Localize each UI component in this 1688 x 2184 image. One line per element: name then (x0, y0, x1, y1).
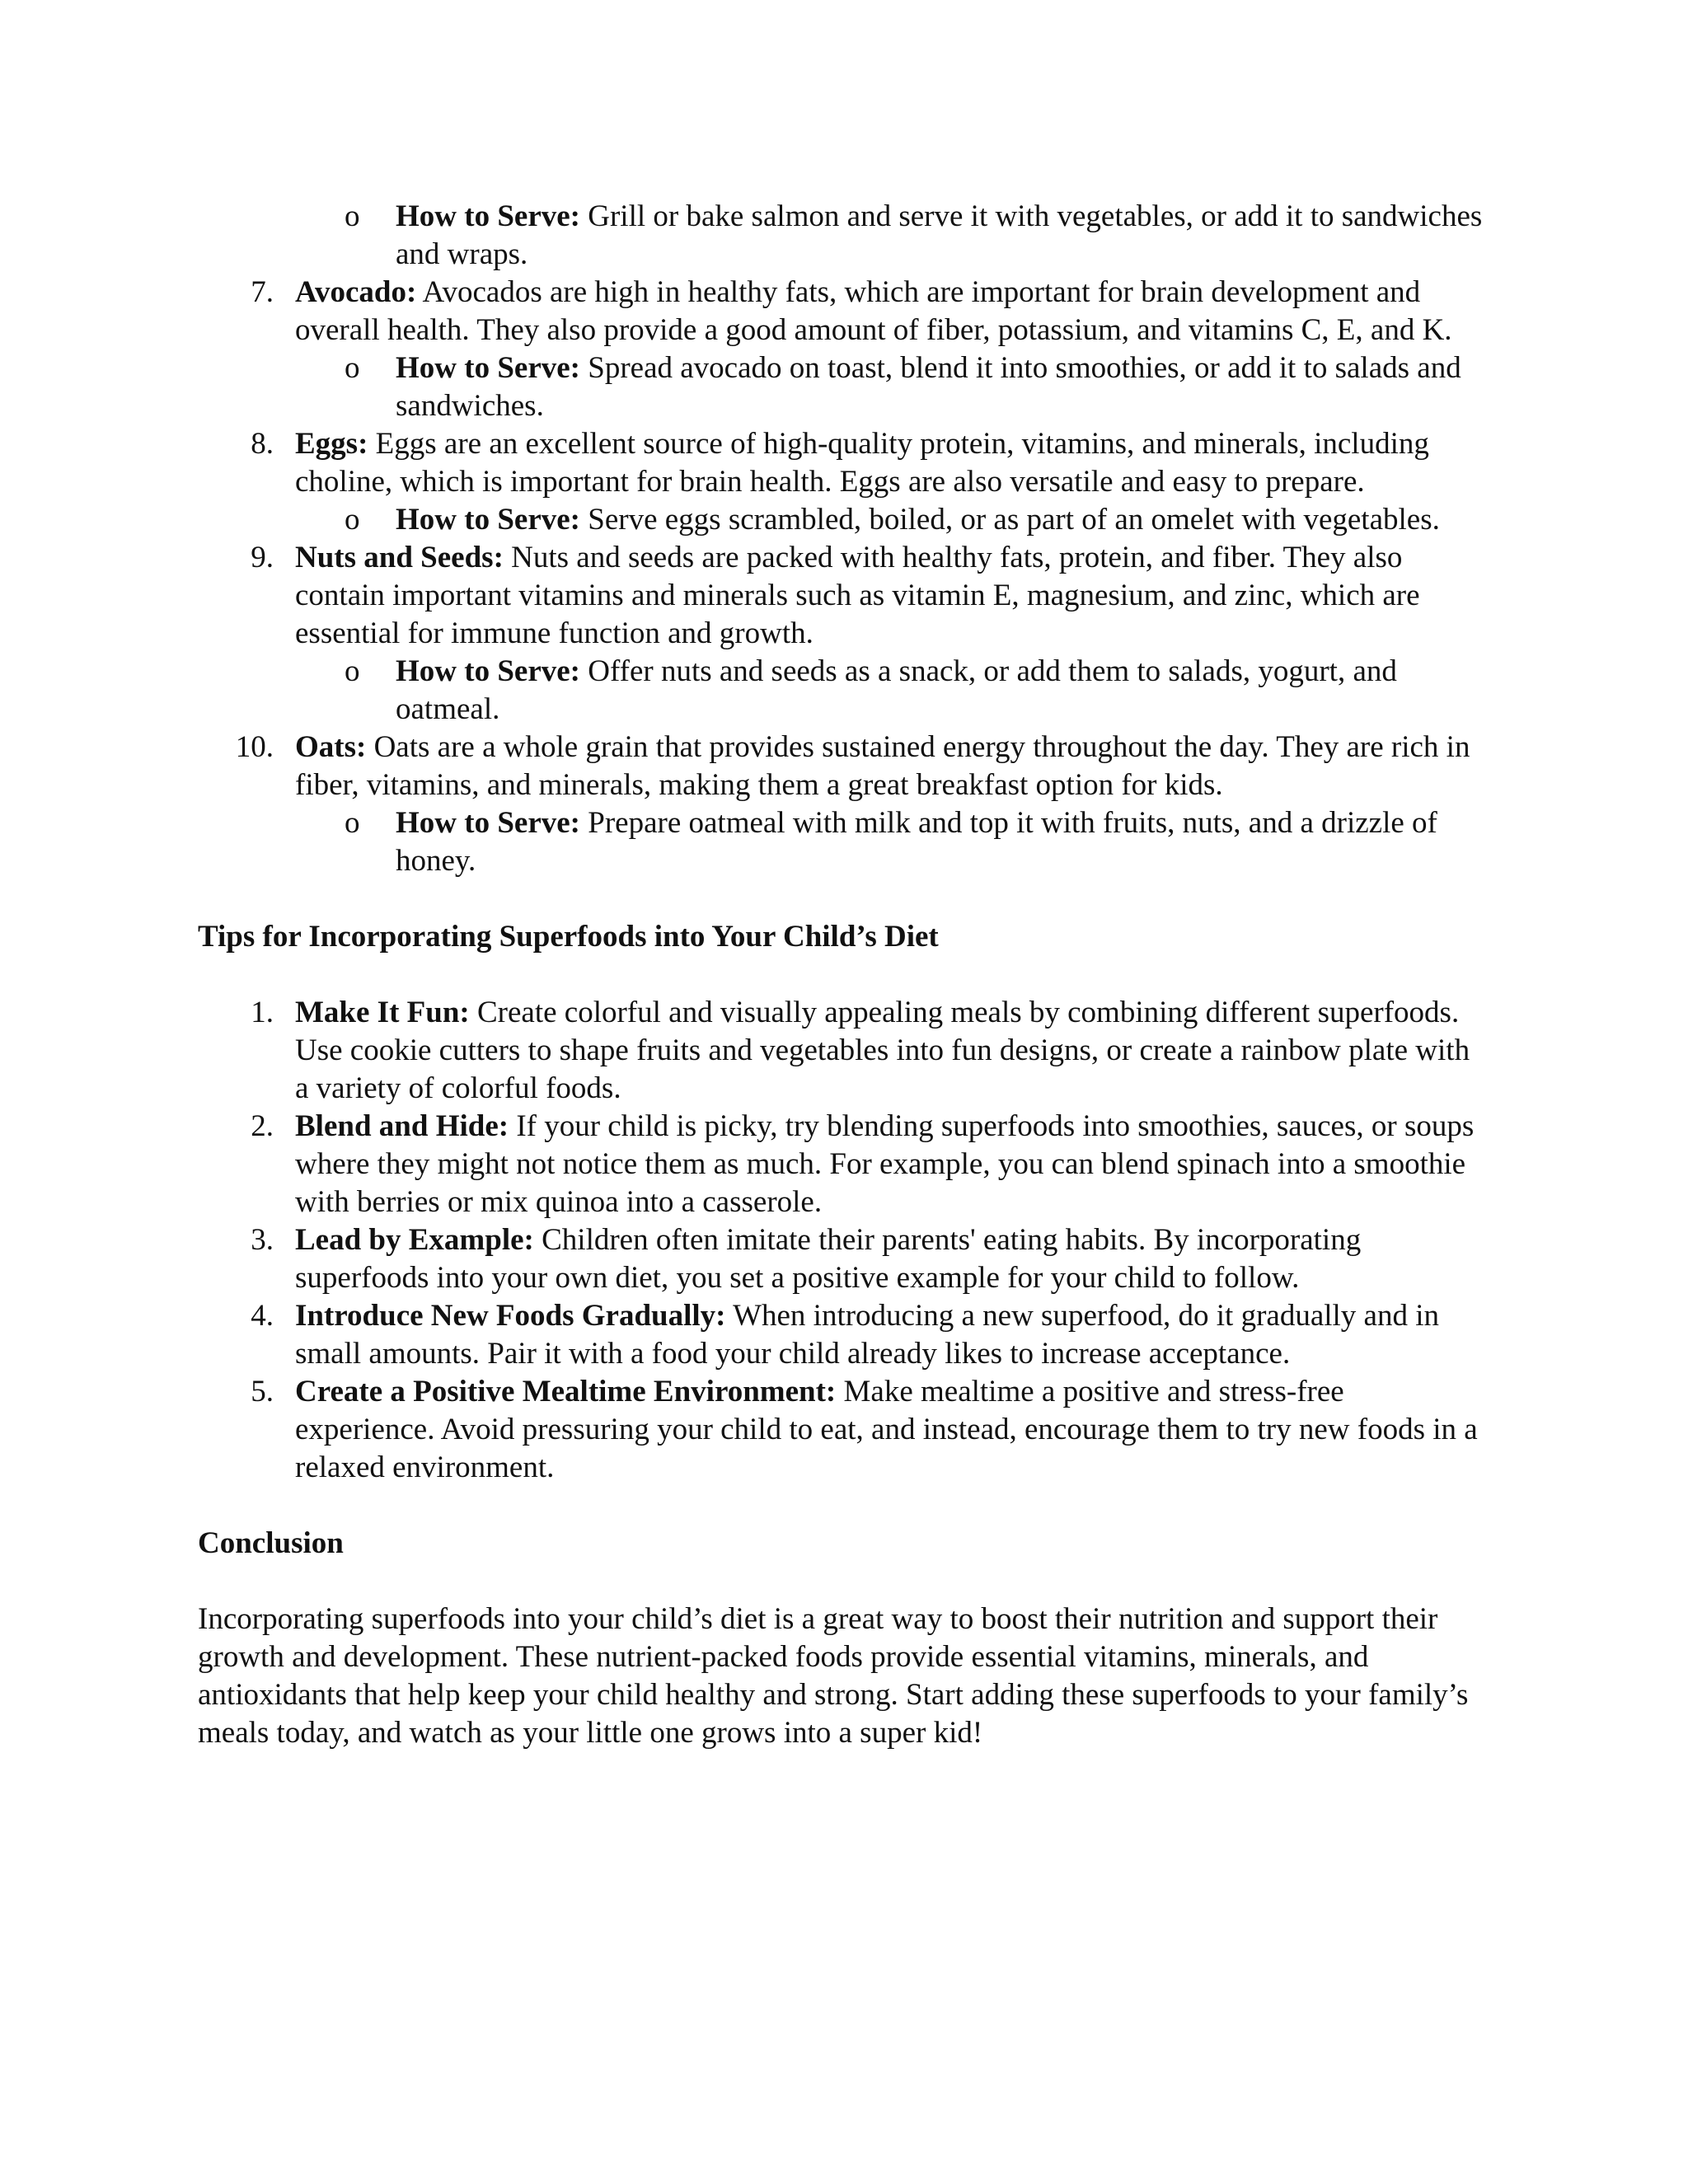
tip-item (198, 1108, 1484, 1221)
item-number: 10. (235, 730, 274, 764)
item-name: Eggs: (295, 427, 368, 461)
tip-text: Children often imitate their parents' eating habits. By incorporating superfoods into your own diet, you set a positive example for your child to follow. (295, 1223, 1362, 1295)
serve-text: Offer nuts and seeds as a snack, or add them to salads, yogurt, and oatmeal. (396, 654, 1397, 726)
serve-label: How to Serve: (396, 654, 580, 688)
tip-label: Introduce New Foods Gradually: (295, 1299, 726, 1333)
serve-label: How to Serve: (396, 199, 580, 233)
conclusion-paragraph: Incorporating superfoods into your child’s diet is a great way to boost their nutrition and support their growth and development. These nutrient-packed foods provide essential vitamins, minerals, and antioxidants that help keep your child healthy and strong. Start adding these superfoods to your family’s meals today, and watch as your little one grows into a super kid! (198, 1602, 1469, 1750)
serve-tip-avocado (198, 349, 1484, 425)
serve-text: Serve eggs scrambled, boiled, or as part of an omelet with vegetables. (580, 503, 1440, 537)
tip-number: 3. (251, 1223, 274, 1257)
tip-label: Create a Positive Mealtime Environment: (295, 1375, 837, 1408)
serve-text: Spread avocado on toast, blend it into smoothies, or add it to salads and sandwiches. (396, 351, 1461, 423)
tip-number: 4. (251, 1299, 274, 1333)
item-description: Oats are a whole grain that provides sustained energy throughout the day. They are rich in fiber, vitamins, and minerals, making them a great breakfast option for kids. (295, 730, 1470, 802)
item-name: Nuts and Seeds: (295, 541, 504, 574)
bullet-marker: o (345, 351, 360, 385)
superfood-item-nuts-seeds (198, 539, 1484, 653)
tips-heading: Tips for Incorporating Superfoods into Your Child’s Diet (198, 920, 939, 954)
serve-label: How to Serve: (396, 503, 580, 537)
bullet-marker: o (345, 806, 360, 840)
superfood-item-eggs (198, 425, 1484, 501)
tip-text: When introducing a new superfood, do it gradually and in small amounts. Pair it with a food your child already likes to increase acceptance. (295, 1299, 1440, 1371)
serve-tip-salmon (198, 198, 1484, 274)
tip-number: 1. (251, 996, 274, 1029)
tip-item (198, 1297, 1484, 1373)
serve-tip-oats (198, 804, 1484, 880)
item-name: Avocado: (295, 275, 417, 309)
tip-number: 2. (251, 1109, 274, 1143)
serve-label: How to Serve: (396, 351, 580, 385)
item-number: 9. (251, 541, 274, 574)
conclusion-heading: Conclusion (198, 1526, 344, 1560)
tip-item (198, 1373, 1484, 1487)
document-page (198, 198, 1484, 1752)
tip-number: 5. (251, 1375, 274, 1408)
tip-item (198, 1221, 1484, 1297)
serve-label: How to Serve: (396, 806, 580, 840)
tip-text: Make mealtime a positive and stress-free experience. Avoid pressuring your child to eat, and instead, encourage them to try new foods in a relaxed environment. (295, 1375, 1478, 1484)
serve-tip-eggs (198, 501, 1484, 539)
bullet-marker: o (345, 503, 360, 537)
item-description: Avocados are high in healthy fats, which are important for brain development and overall health. They also provide a good amount of fiber, potassium, and vitamins C, E, and K. (295, 275, 1452, 347)
item-description: Eggs are an excellent source of high-quality protein, vitamins, and minerals, including choline, which is important for brain health. Eggs are also versatile and easy to prepare. (295, 427, 1429, 499)
serve-text: Prepare oatmeal with milk and top it with fruits, nuts, and a drizzle of honey. (396, 806, 1437, 878)
superfood-item-avocado (198, 274, 1484, 349)
tip-label: Blend and Hide: (295, 1109, 509, 1143)
item-description: Nuts and seeds are packed with healthy fats, protein, and fiber. They also contain important vitamins and minerals such as vitamin E, magnesium, and zinc, which are essential for immune function and growth. (295, 541, 1420, 650)
item-number: 8. (251, 427, 274, 461)
tip-text: Create colorful and visually appealing meals by combining different superfoods. Use cookie cutters to shape fruits and vegetables into fun designs, or create a rainbow plate with a variety of colorful foods. (295, 996, 1470, 1105)
item-number: 7. (251, 275, 274, 309)
serve-tip-nuts-seeds (198, 653, 1484, 729)
tip-label: Make It Fun: (295, 996, 470, 1029)
tip-item (198, 994, 1484, 1108)
superfood-item-oats (198, 729, 1484, 804)
bullet-marker: o (345, 199, 360, 233)
tip-text: If your child is picky, try blending superfoods into smoothies, sauces, or soups where they might not notice them as much. For example, you can blend spinach into a smoothie with berries or mix quinoa into a casserole. (295, 1109, 1475, 1219)
serve-text: Grill or bake salmon and serve it with vegetables, or add it to sandwiches and wraps. (396, 199, 1483, 271)
item-name: Oats: (295, 730, 367, 764)
bullet-marker: o (345, 654, 360, 688)
tip-label: Lead by Example: (295, 1223, 534, 1257)
